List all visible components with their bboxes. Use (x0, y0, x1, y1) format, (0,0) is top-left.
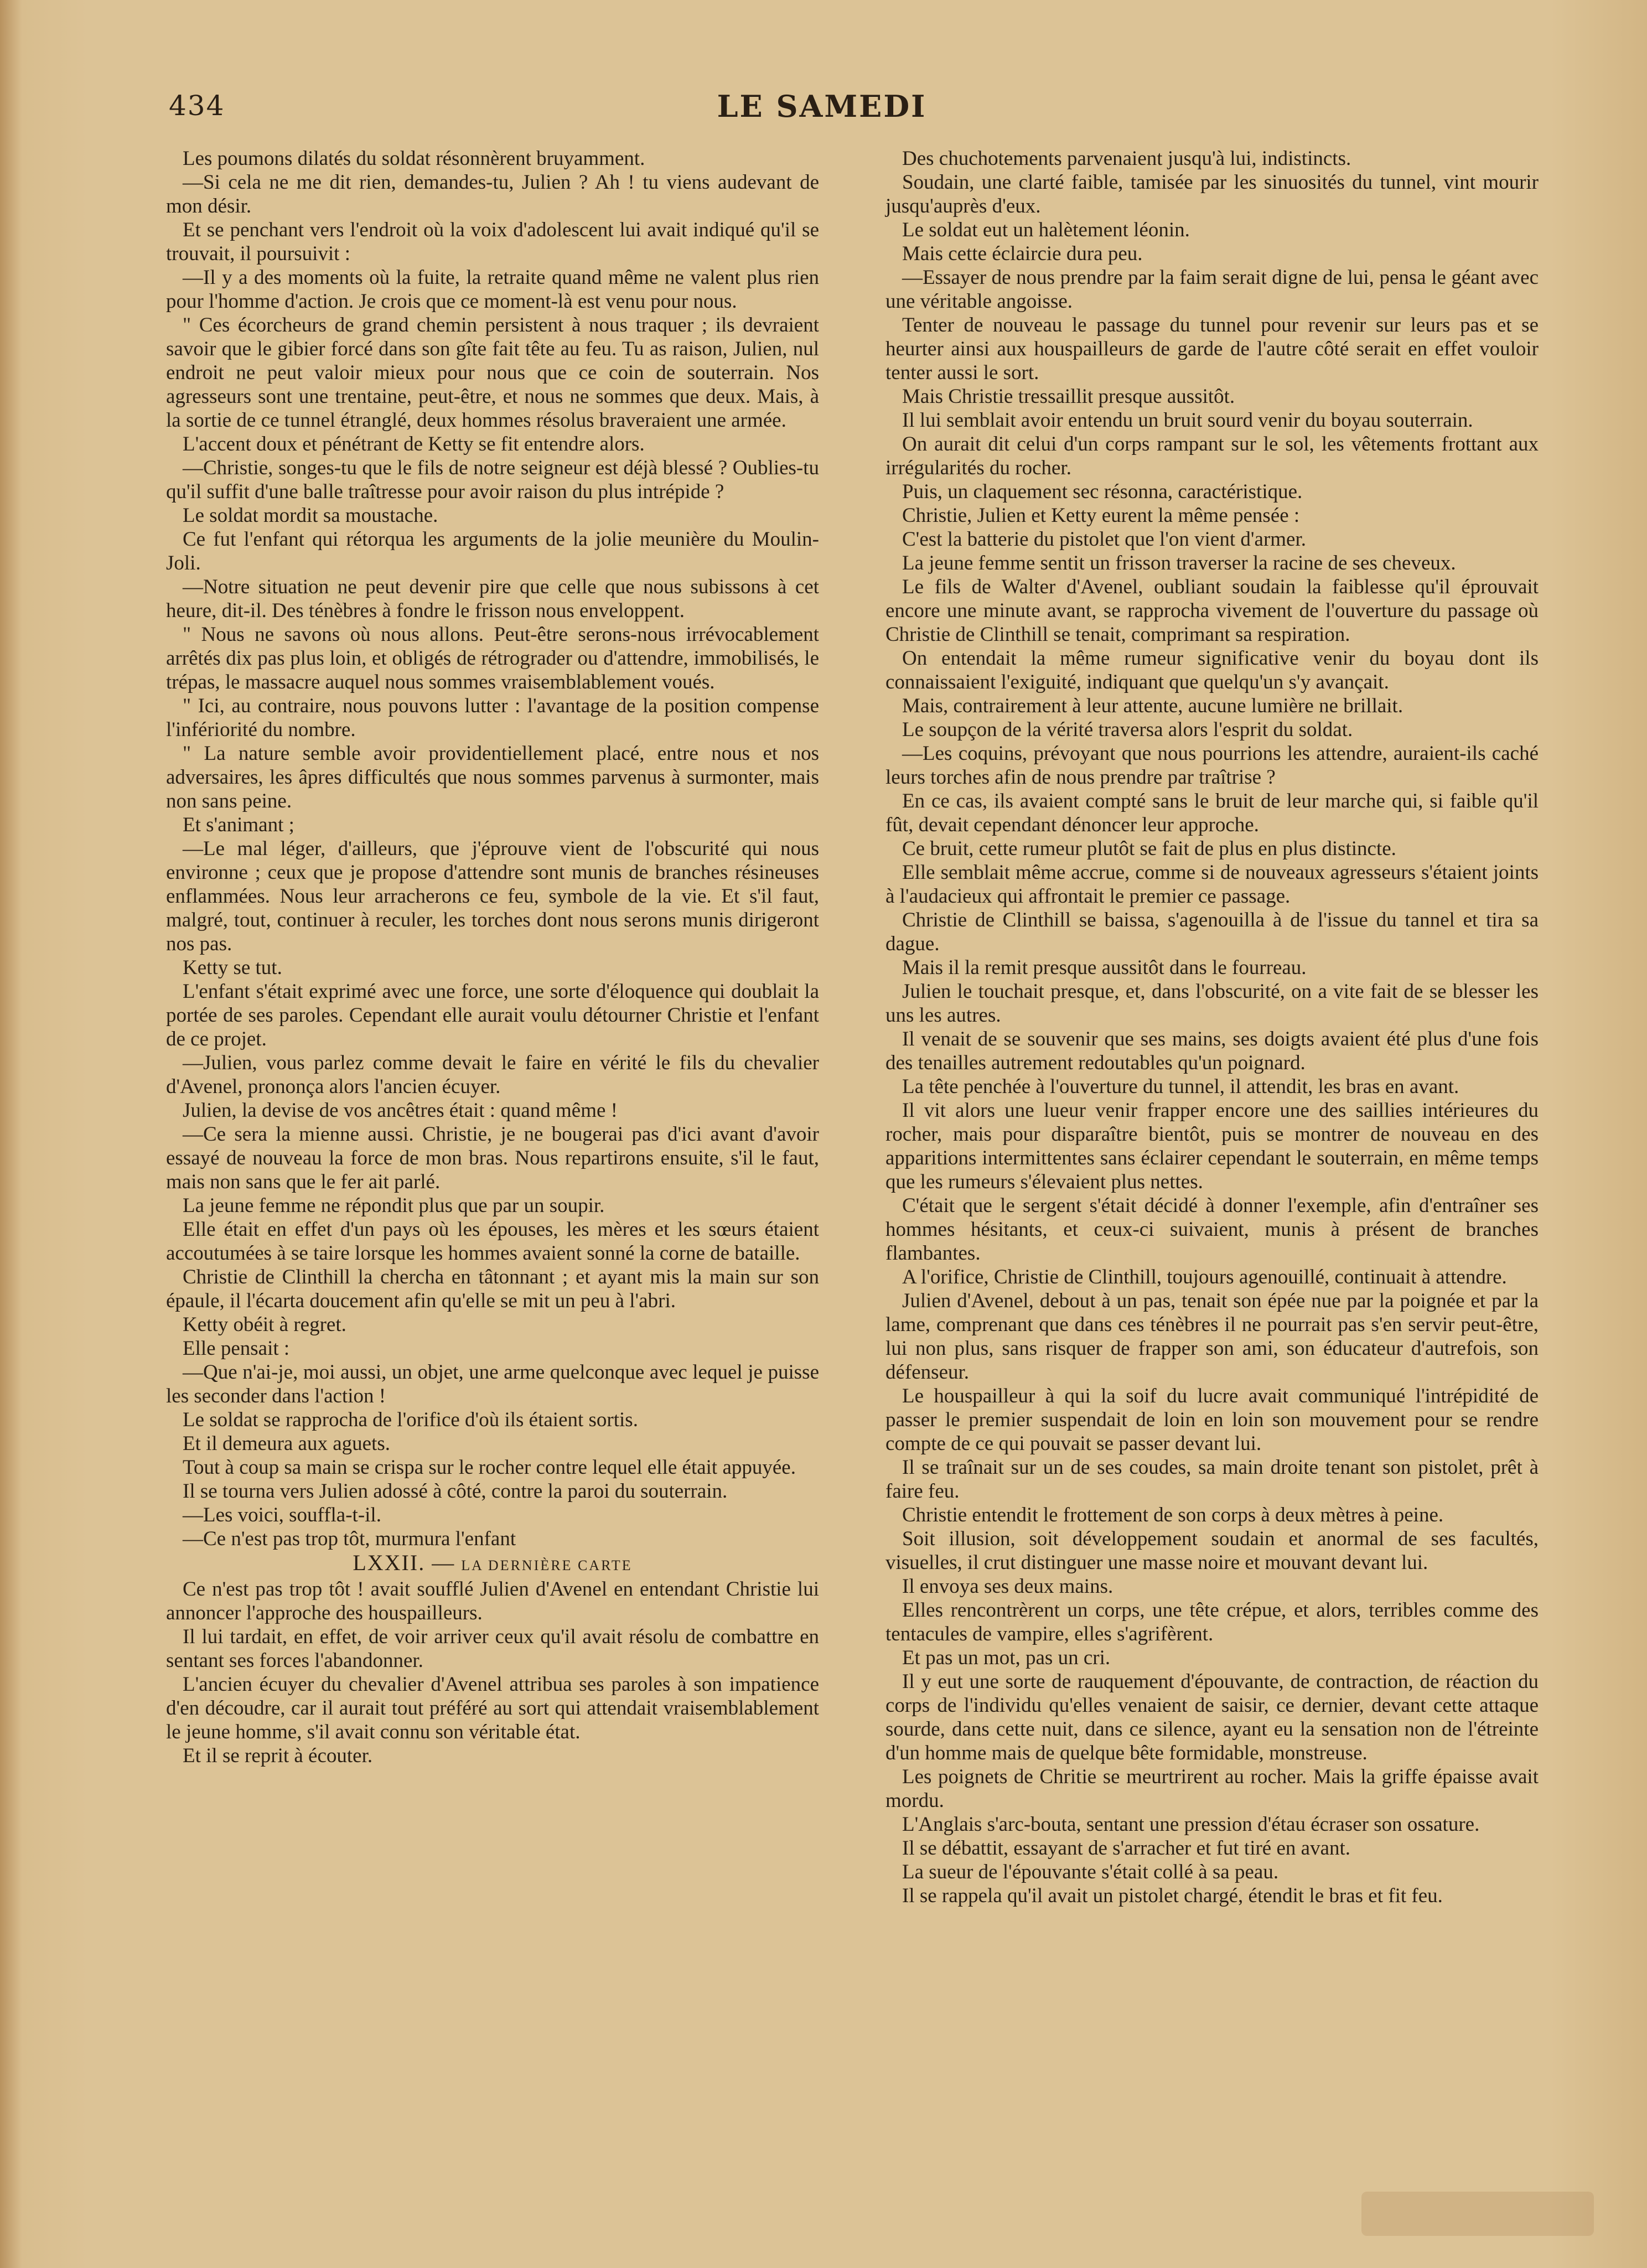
paragraph: Julien d'Avenel, debout à un pas, tenait son épée nue par la poignée et par la lame, comprenant que dans ces ténèbres il ne pourrait pas s'en servir peut-être, lui non plus, sans risquer de frapper son ami, son éducateur d'autrefois, son défenseur. (885, 1290, 1539, 1384)
paragraph: Des chuchotements parvenaient jusqu'à lui, indistincts. (902, 147, 1351, 170)
paragraph: Il se tourna vers Julien adossé à côté, contre la paroi du souterrain. (183, 1480, 728, 1503)
paragraph: —Il y a des moments où la fuite, la retraite quand même ne valent plus rien pour l'homme d'action. Je crois que ce moment-là est venu pour nous. (166, 266, 819, 313)
paragraph: Ce n'est pas trop tôt ! avait soufflé Julien d'Avenel en entendant Christie lui annoncer l'approche des houspailleurs. (166, 1578, 819, 1624)
paragraph: En ce cas, ils avaient compté sans le bruit de leur marche qui, si faible qu'il fût, devait cependant dénoncer leur approche. (885, 790, 1539, 836)
right-column (885, 147, 1539, 1908)
paragraph: Soit illusion, soit développement soudain et anormal de ses facultés, visuelles, il crut distinguer une masse noire et mouvant devant lui. (885, 1527, 1539, 1574)
paragraph: Il envoya ses deux mains. (902, 1575, 1113, 1598)
paragraph: Christie de Clinthill la chercha en tâtonnant ; et ayant mis la main sur son épaule, il l'écarta doucement afin qu'elle se mit un peu à l'abri. (166, 1266, 819, 1312)
paragraph: —Notre situation ne peut devenir pire que celle que nous subissons à cet heure, dit-il. Des ténèbres à fondre le frisson nous enveloppent. (166, 576, 819, 622)
paragraph: La jeune femme ne répondit plus que par un soupir. (183, 1194, 605, 1217)
paragraph: Il lui tardait, en effet, de voir arriver ceux qu'il avait résolu de combattre en sentant ses forces l'abandonner. (166, 1625, 819, 1672)
paragraph: L'ancien écuyer du chevalier d'Avenel attribua ses paroles à son impatience d'en découdre, car il aurait tout préféré au sort qui attendait vraisemblablement le jeune homme, s'il avait connu son véritable état. (166, 1673, 819, 1743)
paragraph: Mais Christie tressaillit presque aussitôt. (902, 385, 1235, 408)
paragraph: C'est la batterie du pistolet que l'on vient d'armer. (902, 528, 1307, 551)
paragraph: On entendait la même rumeur significative venir du boyau dont ils connaissaient l'exiguité, indiquant que quelqu'un s'y avançait. (885, 647, 1539, 693)
paragraph: Le soldat mordit sa moustache. (183, 504, 438, 527)
paragraph: L'accent doux et pénétrant de Ketty se fit entendre alors. (183, 433, 645, 455)
paragraph: Et pas un mot, pas un cri. (902, 1646, 1111, 1669)
paragraph: —Ce n'est pas trop tôt, murmura l'enfant (183, 1527, 516, 1550)
paragraph: Le soupçon de la vérité traversa alors l'esprit du soldat. (902, 718, 1353, 741)
left-column (166, 147, 819, 1768)
chapter-title: LA DERNIÈRE CARTE (461, 1557, 633, 1573)
paragraph: Le fils de Walter d'Avenel, oubliant soudain la faiblesse qu'il éprouvait encore une minute avant, se rapprocha vivement de l'ouverture du passage où Christie de Clinthill se tenait, comprimant sa respiration. (885, 576, 1539, 646)
paragraph: On aurait dit celui d'un corps rampant sur le sol, les vêtements frottant aux irrégularités du rocher. (885, 433, 1539, 479)
paragraph: —Que n'ai-je, moi aussi, un objet, une arme quelconque avec lequel je puisse les seconder dans l'action ! (166, 1361, 819, 1407)
paragraph: Mais il la remit presque aussitôt dans le fourreau. (902, 956, 1307, 979)
paragraph: Le soldat eut un halètement léonin. (902, 219, 1190, 241)
paragraph: Soudain, une clarté faible, tamisée par les sinuosités du tunnel, vint mourir jusqu'auprès d'eux. (885, 171, 1539, 218)
paragraph: —Les voici, souffla-t-il. (183, 1504, 381, 1526)
paragraph: Tout à coup sa main se crispa sur le rocher contre lequel elle était appuyée. (183, 1456, 796, 1479)
paragraph: Christie, Julien et Ketty eurent la même pensée : (902, 504, 1300, 527)
paragraph: —Le mal léger, d'ailleurs, que j'éprouve vient de l'obscurité qui nous environne ; ceux que je propose d'attendre sont munis de branches résineuses enflammées. Nous leur arracherons ce feu, symbole de la vie. Et s'il faut, malgré, tout, continuer à reculer, les torches dont nous serons munis dirigeront nos pas. (166, 837, 819, 955)
paragraph: Christie entendit le frottement de son corps à deux mètres à peine. (902, 1504, 1444, 1526)
paragraph: —Si cela ne me dit rien, demandes-tu, Julien ? Ah ! tu viens audevant de mon désir. (166, 171, 819, 218)
paragraph: " Ces écorcheurs de grand chemin persistent à nous traquer ; ils devraient savoir que le gibier forcé dans son gîte fait tête au feu. Tu as raison, Julien, nul endroit ne peut valoir mieux pour nous que ce coin de souterrain. Nos agresseurs sont une trentaine, peut-être, et nous ne sommes que deux. Mais, à la sortie de ce tunnel étranglé, deux hommes résolus braveraient une armée. (166, 314, 819, 432)
paragraph: Et se penchant vers l'endroit où la voix d'adolescent lui avait indiqué qu'il se trouvait, il poursuivit : (166, 219, 819, 265)
paragraph: —Essayer de nous prendre par la faim serait digne de lui, pensa le géant avec une véritable angoisse. (885, 266, 1539, 313)
paragraph: Les poumons dilatés du soldat résonnèrent bruyamment. (183, 147, 645, 170)
paragraph: Tenter de nouveau le passage du tunnel pour revenir sur leurs pas et se heurter ainsi aux houspailleurs de garde de l'autre côté serait en effet vouloir tenter aussi le sort. (885, 314, 1539, 384)
paragraph: " Nous ne savons où nous allons. Peut-être serons-nous irrévocablement arrêtés dix pas plus loin, et obligés de rétrograder ou d'attendre, immobilisés, le trépas, le massacre auquel nous sommes vraisemblablement voués. (166, 623, 819, 693)
paragraph: Les poignets de Chritie se meurtrirent au rocher. Mais la griffe épaisse avait mordu. (885, 1765, 1539, 1812)
chapter-number: LXXII. — (353, 1550, 455, 1575)
paragraph: Et s'animant ; (183, 814, 294, 836)
paragraph: Il y eut une sorte de rauquement d'épouvante, de contraction, de réaction du corps de l'individu qu'elles venaient de saisir, ce dernier, devant cette attaque sourde, dans cette nuit, dans ce silence, ayant eu la sensation non de l'étreinte d'un homme mais de quelque bête formidable, monstreuse. (885, 1670, 1539, 1764)
paragraph: Elles rencontrèrent un corps, une tête crépue, et alors, terribles comme des tentacules de vampire, elles s'agrifèrent. (885, 1599, 1539, 1645)
paragraph: L'enfant s'était exprimé avec une force, une sorte d'éloquence qui doublait la portée de ses paroles. Cependant elle aurait voulu détourner Christie et l'enfant de ce projet. (166, 980, 819, 1050)
paragraph: La jeune femme sentit un frisson traverser la racine de ses cheveux. (902, 552, 1456, 574)
paragraph: Puis, un claquement sec résonna, caractéristique. (902, 480, 1303, 503)
paragraph: Elle pensait : (183, 1337, 290, 1360)
page-header (169, 83, 1475, 127)
chapter-text (166, 1577, 819, 1768)
paragraph: Ketty se tut. (183, 956, 282, 979)
paragraph: La sueur de l'épouvante s'était collé à sa peau. (902, 1861, 1279, 1883)
paragraph: Julien, la devise de vos ancêtres était : quand même ! (183, 1099, 618, 1122)
paragraph: " La nature semble avoir providentiellement placé, entre nous et nos adversaires, les âpres difficultés que nous sommes parvenus à surmonter, mais non sans peine. (166, 742, 819, 812)
paragraph: Il se débattit, essayant de s'arracher et fut tiré en avant. (902, 1837, 1351, 1860)
paragraph: Julien le touchait presque, et, dans l'obscurité, on a vite fait de se blesser les uns les autres. (885, 980, 1539, 1027)
paragraph: Le soldat se rapprocha de l'orifice d'où ils étaient sortis. (183, 1409, 638, 1431)
left-column-text (166, 147, 819, 1551)
paragraph: Ketty obéit à regret. (183, 1313, 346, 1336)
publication-title: LE SAMEDI (717, 89, 927, 124)
paper-stain (1361, 2192, 1594, 2236)
paragraph: Il lui semblait avoir entendu un bruit sourd venir du boyau souterrain. (902, 409, 1473, 432)
paragraph: Mais cette éclaircie dura peu. (902, 242, 1143, 265)
paragraph: Il se rappela qu'il avait un pistolet chargé, étendit le bras et fit feu. (902, 1884, 1443, 1907)
paragraph: —Ce sera la mienne aussi. Christie, je ne bougerai pas d'ici avant d'avoir essayé de nouveau la force de mon bras. Nous repartirons ensuite, s'il le faut, mais non sans que le fer ait parlé. (166, 1123, 819, 1193)
paragraph: —Les coquins, prévoyant que nous pourrions les attendre, auraient-ils caché leurs torches afin de nous prendre par traîtrise ? (885, 742, 1539, 789)
paragraph: Et il se reprit à écouter. (183, 1744, 373, 1767)
paragraph: Ce bruit, cette rumeur plutôt se fait de plus en plus distincte. (902, 837, 1396, 860)
paragraph: A l'orifice, Christie de Clinthill, toujours agenouillé, continuait à attendre. (902, 1266, 1507, 1288)
chapter-heading (166, 1551, 819, 1577)
paragraph: L'Anglais s'arc-bouta, sentant une pression d'étau écraser son ossature. (902, 1813, 1480, 1836)
paragraph: —Julien, vous parlez comme devait le faire en vérité le fils du chevalier d'Avenel, prononça alors l'ancien écuyer. (166, 1052, 819, 1098)
paragraph: La tête penchée à l'ouverture du tunnel, il attendit, les bras en avant. (902, 1075, 1459, 1098)
paragraph: Christie de Clinthill se baissa, s'agenouilla à de l'issue du tannel et tira sa dague. (885, 909, 1539, 955)
paragraph: C'était que le sergent s'était décidé à donner l'exemple, afin d'entraîner ses hommes hésitants, et ceux-ci suivaient, munis à présent de branches flambantes. (885, 1194, 1539, 1265)
paragraph: Il venait de se souvenir que ses mains, ses doigts avaient été plus d'une fois des tenailles autrement redoutables qu'un poignard. (885, 1028, 1539, 1074)
paragraph: Elle était en effet d'un pays où les épouses, les mères et les sœurs étaient accoutumées à se taire lorsque les hommes avaient sonné la corne de bataille. (166, 1218, 819, 1265)
right-column-text (885, 147, 1539, 1908)
paragraph: Il se traînait sur un de ses coudes, sa main droite tenant son pistolet, prêt à faire feu. (885, 1456, 1539, 1503)
paragraph: Elle semblait même accrue, comme si de nouveaux agresseurs s'étaient joints à l'audacieux qui affrontait le premier ce passage. (885, 861, 1539, 908)
paragraph: Il vit alors une lueur venir frapper encore une des saillies intérieures du rocher, mais pour disparaître bientôt, puis se montrer de nouveau en des apparitions intermittentes sans éclairer cependant le souterrain, en même temps que les rumeurs s'élevaient plus nettes. (885, 1099, 1539, 1193)
paragraph: " Ici, au contraire, nous pouvons lutter : l'avantage de la position compense l'infériorité du nombre. (166, 695, 819, 741)
paragraph: Et il demeura aux aguets. (183, 1432, 391, 1455)
paragraph: Ce fut l'enfant qui rétorqua les arguments de la jolie meunière du Moulin-Joli. (166, 528, 819, 574)
paragraph: Le houspailleur à qui la soif du lucre avait communiqué l'intrépidité de passer le premier suspendait de loin en loin son mouvement pour se rendre compte de ce qui pouvait se passer devant lui. (885, 1385, 1539, 1455)
page-number: 434 (169, 90, 225, 122)
paragraph: Mais, contrairement à leur attente, aucune lumière ne brillait. (902, 695, 1403, 717)
paragraph: —Christie, songes-tu que le fils de notre seigneur est déjà blessé ? Oublies-tu qu'il suffit d'une balle traîtresse pour avoir raison du plus intrépide ? (166, 457, 819, 503)
